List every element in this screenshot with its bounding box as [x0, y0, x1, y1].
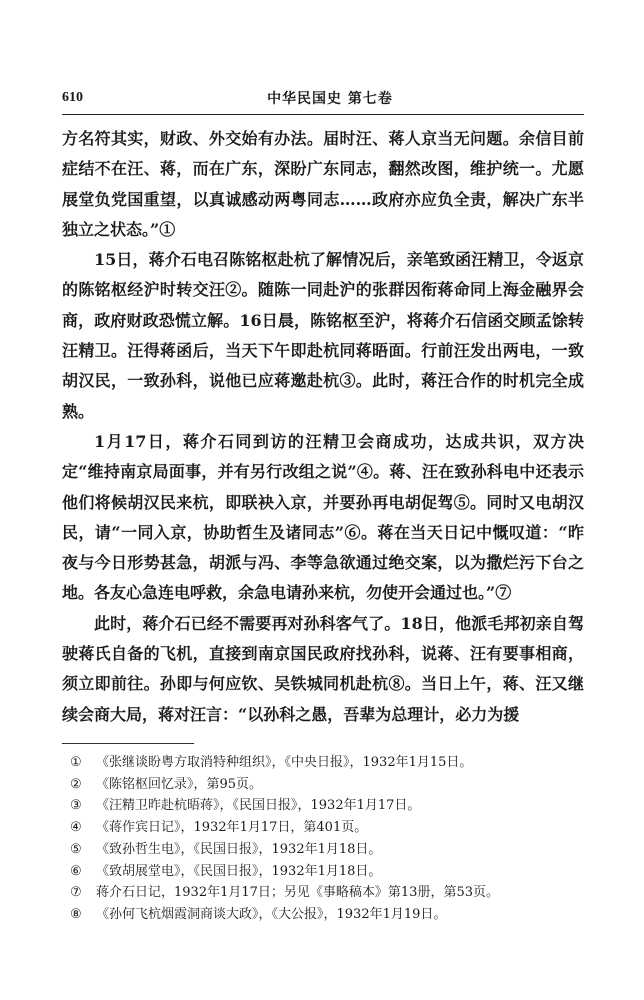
- footnote: [70, 839, 584, 861]
- footnote-mark: ⑥: [70, 863, 82, 879]
- footnote-mark: ②: [70, 776, 82, 792]
- footnote-text: 《致胡展堂电》，《民国日报》，1932年1月18日。: [96, 863, 382, 879]
- footnote: [70, 882, 584, 904]
- page-header: [62, 88, 584, 110]
- footnote-text: 《张继谈盼粤方取消特种组织》，《中央日报》，1932年1月15日。: [96, 755, 473, 770]
- footnote-text: 《孙何飞杭烟霞洞商谈大政》，《大公报》，1932年1月19日。: [96, 906, 447, 922]
- footnote-mark: ⑧: [70, 906, 82, 922]
- paragraph: 15日，蒋介石电召陈铭枢赴杭了解情况后，亲笔致函汪精卫，令返京的陈铭枢经沪时转交汪②。随陈一同赴沪的张群因衔蒋命同上海金融界会商，政府财政恐慌立解。16日晨，陈铭枢至沪，将蒋介石信函交顾孟馀转汪精卫。汪得蒋函后，当天下午即赴杭同蒋晤面。行前汪发出两电，一致胡汉民，一致孙科，说他已应蒋邀赴杭③。此时，蒋汪合作的时机完全成熟。: [62, 250, 584, 421]
- footnote: [70, 904, 584, 926]
- running-title: 中华民国史 第七卷: [267, 91, 393, 107]
- footnote-mark: ①: [70, 755, 82, 770]
- body-text: [62, 124, 584, 730]
- paragraph: 1月17日，蒋介石同到访的汪精卫会商成功，达成共识，双方决定“维持南京局面事，并有另行改组之说”④。蒋、汪在致孙科电中还表示他们将候胡汉民来杭，即联袂入京，并要孙再电胡促驾⑤。同时又电胡汉民，请“一同入京，协助哲生及诸同志”⑥。蒋在当天日记中慨叹道：“昨夜与今日形势甚急，胡派与冯、李等急欲通过绝交案，以为撒烂污下台之地。各友心急连电呼救，余急电请孙来杭，勿使开会通过也。”⑦: [62, 431, 584, 603]
- header-rule: [62, 114, 584, 115]
- footnote: [70, 861, 584, 883]
- footnote-text: 蒋介石日记，1932年1月17日；另见《事略稿本》第13册，第53页。: [96, 885, 499, 901]
- footnote-text: 《汪精卫昨赴杭晤蒋》，《民国日报》，1932年1月17日。: [96, 798, 421, 814]
- footnotes: [70, 752, 584, 926]
- footnote-rule: [62, 743, 194, 744]
- paragraph: 此时，蒋介石已经不需要再对孙科客气了。18日，他派毛邦初亲自驾驶蒋氏自备的飞机，直接到南京国民政府找孙科，说蒋、汪有要事相商，须立即前往。孙即与何应钦、吴铁城同机赴杭⑧。当日上午，蒋、汪又继续会商大局，蒋对汪言：“以孙科之愚，吾辈为总理计，必力为援: [62, 613, 584, 724]
- footnote-mark: ③: [70, 798, 82, 814]
- page-number: 610: [62, 90, 83, 105]
- footnote: [70, 752, 584, 774]
- footnote-mark: ⑦: [70, 885, 82, 901]
- footnote: [70, 774, 584, 796]
- footnote-text: 《致孙哲生电》，《民国日报》，1932年1月18日。: [96, 841, 382, 857]
- footnote: [70, 795, 584, 817]
- footnote-mark: ④: [70, 820, 82, 836]
- footnote-text: 《陈铭枢回忆录》，第95页。: [96, 776, 263, 792]
- footnote-text: 《蒋作宾日记》，1932年1月17日，第401页。: [96, 820, 368, 836]
- footnote: [70, 817, 584, 839]
- footnote-mark: ⑤: [70, 841, 82, 857]
- paragraph: 方名符其实，财政、外交始有办法。届时汪、蒋人京当无问题。余信目前症结不在汪、蒋，而在广东，深盼广东同志，翻然改图，维护统一。尤愿展堂负党国重望，以真诚感动两粤同志……政府亦应负全责，解决广东半独立之状态。”①: [62, 129, 584, 239]
